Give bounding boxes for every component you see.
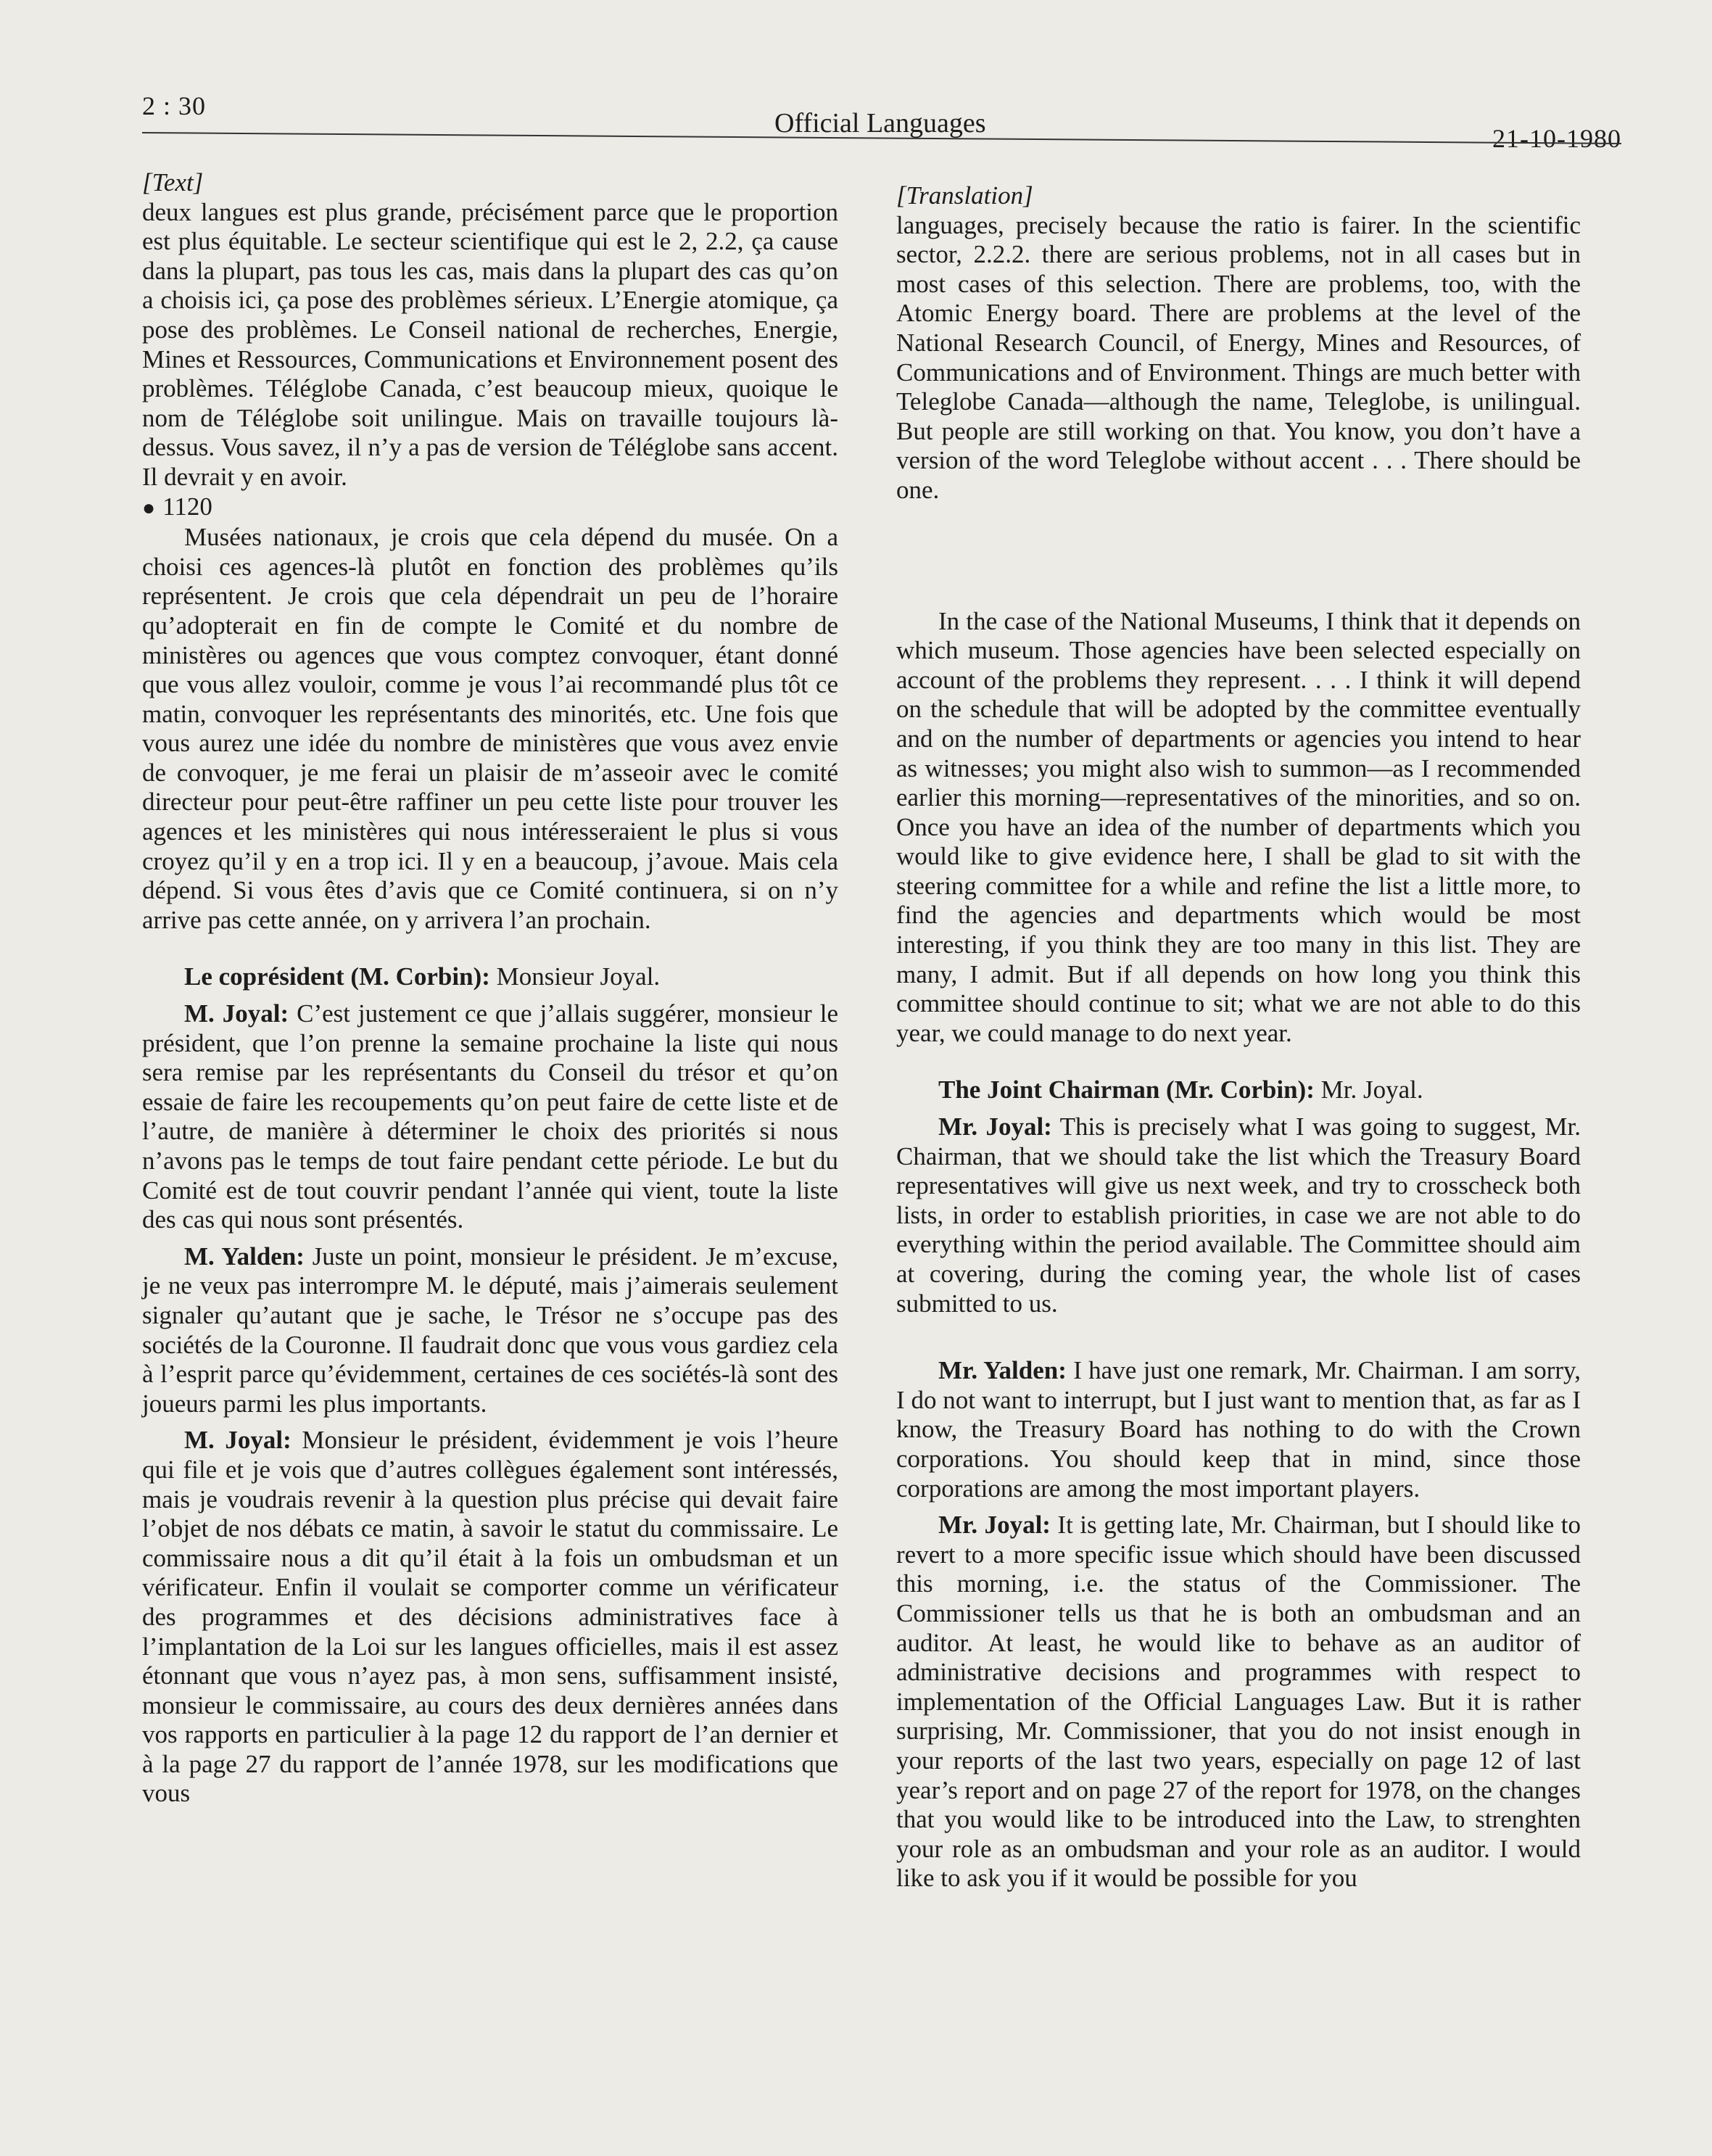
page-header <box>142 87 1621 156</box>
speech <box>896 1075 1581 1105</box>
speech-text: I have just one remark, Mr. Chairman. I am sorry, I do not want to interrupt, but I just want to mention that, as far as I know, the Treasury Board has nothing to do with the Crown corporations. You should keep that in mind, since those corporations are among the most important players. <box>896 1356 1581 1503</box>
speech-text: C’est justement ce que j’allais suggérer, monsieur le président, que l’on prenne la semaine prochaine la liste qui nous sera remise par les représentants du Conseil du trésor et qu’on essaie de faire les recoupements qu’on peut faire de cette liste et de l’autre, de manière à déterminer le choix des priorités si nous n’avons pas le temps de tout faire pendant cette période. Le but du Comité est de tout couvrir pendant l’année qui vient, toute la liste des cas qui nous sont présentés. <box>142 999 838 1234</box>
paragraph: In the case of the National Museums, I think that it depends on which museum. Those agencies have been selected especially on account of the problems they represent. . . . I think it will depend on the schedule that will be adopted by the committee eventually and on the number of departments or agencies you intend to hear as witnesses; you might also wish to summon—as I recommended earlier this morning—representatives of the minorities, and so on. Once you have an idea of the number of departments which you would like to give evidence here, I shall be glad to sit with the steering committee for a while and refine the list a little more, to find the agencies and departments which would be most interesting, if you think they are too many in this list. They are many, I admit. But if all depends on how long you think this committee should continue to sit; what we are not able to do this year, we could manage to do next year. <box>896 606 1581 1047</box>
english-column <box>896 181 1581 1893</box>
page-date: 21-10-1980 <box>1492 124 1621 153</box>
speaker-name: M. Yalden: <box>184 1242 305 1271</box>
speech-text: Mr. Joyal. <box>1320 1075 1423 1104</box>
speaker-name: Le coprésident (M. Corbin): <box>184 962 490 991</box>
speech <box>142 999 838 1235</box>
speaker-name: The Joint Chairman (Mr. Corbin): <box>938 1075 1315 1104</box>
column-label: [Text] <box>142 168 204 197</box>
paragraph: deux langues est plus grande, précisément parce que le proportion est plus équitable. Le secteur scientifique qui est le 2, 2.2, ça cause dans la plupart, pas tous les cas, mais dans la plupart des cas qu’on a choisis ici, ça pose des problèmes sérieux. L’Energie atomique, ça pose des problèmes. Le Conseil national de recherches, Energie, Mines et Ressources, Communications et Environnement posent des problèmes. Téléglobe Canada, c’est beaucoup mieux, quoique le nom de Téléglobe soit unilingue. Mais on travaille toujours là-dessus. Vous savez, il n’y a pas de version de Téléglobe sans accent. Il devrait y en avoir. <box>142 197 838 491</box>
speech-text: Monsieur le président, évidemment je vois l’heure qui file et je vois que d’autres collègues également sont intéressés, mais je voudrais revenir à la question plus précise qui devait faire l’objet de nos débats ce matin, à savoir le statut du commissaire. Le commissaire nous a dit qu’il était à la fois un ombudsman et un vérificateur. Enfin il voulait se comporter comme un vérificateur des programmes et des décisions administratives face à l’implantation de la Loi sur les langues officielles, mais il est assez étonnant que vous n’ayez pas, à mon sens, suffisamment insisté, monsieur le commissaire, au cours des deux dernières années dans vos rapports en particulier à la page 12 du rapport de l’an dernier et à la page 27 du rapport de l’année 1978, sur les modifications que vous <box>142 1426 839 1808</box>
speech <box>142 962 838 992</box>
speech-text: This is precisely what I was going to suggest, Mr. Chairman, that we should take the list which the Treasury Board representatives will give us next week, and try to crosscheck both lists, in order to establish priorities, in case we are not able to do everything within the period available. The Committee should aim at covering, during the coming year, the whole list of cases submitted to us. <box>896 1112 1581 1318</box>
paragraph: Musées nationaux, je crois que cela dépend du musée. On a choisi ces agences-là plutôt en fonction des problèmes qu’ils représentent. Je crois que cela dépendrait un peu de l’horaire qu’adopterait en fin de compte le Comité et du nombre de ministères ou agences que vous comptez convoquer, étant donné que vous allez vouloir, comme je vous l’ai recommandé plus tôt ce matin, convoquer les représentants des minorités, etc. Une fois que vous aurez une idée du nombre de ministères que vous avez envie de convoquer, je me ferai un plaisir de m’asseoir avec le comité directeur pour peut-être raffiner un peu cette liste pour trouver les agences et les ministères qui nous intéresseraient le plus si vous croyez qu’il y en a trop ici. Il y en a beaucoup, j’avoue. Mais cela dépend. Si vous êtes d’avis que ce Comité continuera, si on n’y arrive pas cette année, on y arrivera l’an prochain. <box>142 523 838 934</box>
page-number: 2 : 30 <box>142 91 207 120</box>
french-column <box>142 168 838 1809</box>
speech-text: Juste un point, monsieur le président. Je m’excuse, je ne veux pas interrompre M. le député, mais j’aimerais seulement signaler qu’autant que je sache, le Trésor ne s’occupe pas des sociétés de la Couronne. Il faudrait donc que vous vous gardiez cela à l’esprit parce qu’évidemment, certaines de ces sociétés-là sont des joueurs parmi les plus importants. <box>142 1242 838 1418</box>
speech <box>142 1426 838 1809</box>
speech <box>896 1356 1581 1503</box>
speech <box>142 1242 838 1419</box>
speech <box>896 1511 1581 1893</box>
running-title: Official Languages <box>774 108 986 139</box>
speaker-name: Mr. Yalden: <box>938 1356 1067 1385</box>
column-label: [Translation] <box>896 181 1033 210</box>
speech <box>896 1112 1581 1318</box>
speaker-name: M. Joyal: <box>184 1426 291 1455</box>
speech-text: Monsieur Joyal. <box>496 962 661 991</box>
speech-text: It is getting late, Mr. Chairman, but I should like to revert to a more specific issue which should have been discussed this morning, i.e. the status of the Commissioner. The Commissioner tells us that he is both an ombudsman and an auditor. At least, he would like to behave as an auditor of administrative decisions and programmes with respect to implementation of the Official Languages Law. But it is rather surprising, Mr. Commissioner, that you do not insist enough in your reports of the last two years, especially on page 12 of last year’s report and on page 27 of the report for 1978, on the changes that you would like to be introduced into the Law, to strenghten your role as an ombudsman and your role as an auditor. I would like to ask you if it would be possible for you <box>896 1511 1581 1893</box>
speaker-name: Mr. Joyal: <box>938 1511 1051 1540</box>
paragraph: languages, precisely because the ratio is fairer. In the scientific sector, 2.2.2. there are serious problems, not in all cases but in most cases of this selection. There are problems, too, with the Atomic Energy board. There are problems at the level of the National Research Council, of Energy, Mines and Resources, of Communications and of Environment. Things are much better with Teleglobe Canada—although the name, Teleglobe, is unilingual. But people are still working on that. You know, you don’t have a version of the word Teleglobe without accent . . . There should be one. <box>896 210 1581 504</box>
speaker-name: M. Joyal: <box>184 999 289 1028</box>
bullet-icon: ● <box>142 495 156 520</box>
time-marker: ● 1120 <box>142 492 212 521</box>
speaker-name: Mr. Joyal: <box>938 1112 1052 1141</box>
